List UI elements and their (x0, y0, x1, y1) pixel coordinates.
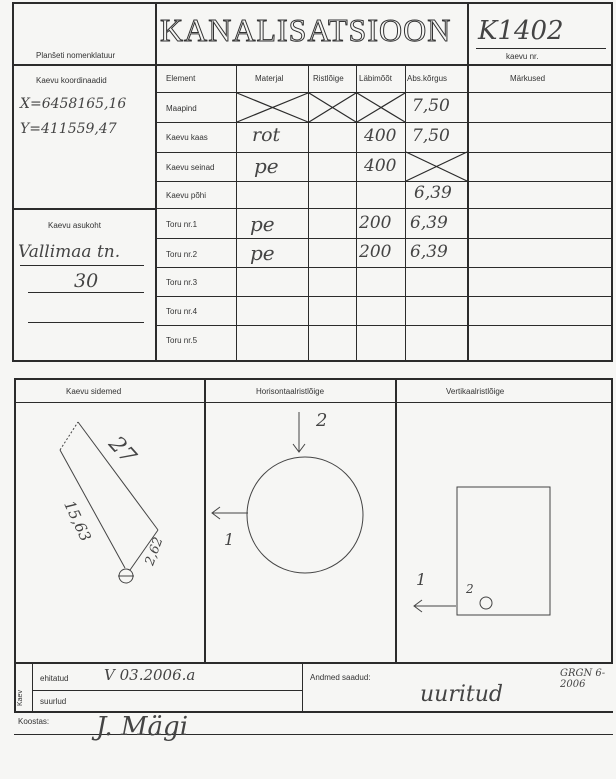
horizontal-section (212, 412, 363, 573)
col-header-diameter: Läbimõõt (359, 74, 392, 83)
form-title: KANALISATSIOON (160, 12, 452, 48)
row-element: Toru nr.2 (166, 250, 198, 259)
row-diameter: 200 (359, 242, 392, 262)
v-pipe-1-label: 1 (416, 570, 427, 589)
house-number: 30 (74, 270, 99, 292)
row-material: pe (250, 241, 275, 265)
row-abs: 7,50 (412, 126, 450, 146)
compiler-signature: J. Mägi (96, 712, 189, 742)
row-element: Toru nr.5 (166, 336, 198, 345)
col-header-cross: Ristlõige (313, 74, 344, 83)
vertical-section (414, 487, 550, 615)
col-header-material: Materjal (255, 74, 284, 83)
col-header-element: Element (166, 74, 196, 83)
v-pipe-2-label: 2 (466, 582, 474, 596)
row-abs: 6,39 (410, 213, 448, 233)
row-element: Kaevu põhi (166, 191, 207, 200)
data-source-note: GRGN 6-2006 (560, 668, 606, 690)
row-abs: 7,50 (412, 96, 450, 116)
street-name: Vallimaa tn. (18, 242, 121, 262)
plan-nomenclature-label: Planšeti nomenklatuur (36, 51, 116, 60)
distance-a: 27 (103, 431, 141, 470)
row-element: Toru nr.4 (166, 307, 198, 316)
col-header-abs: Abs.kõrgus (407, 74, 448, 83)
y-coordinate: Y=411559,47 (20, 121, 117, 137)
removed-label: suurlud (40, 697, 67, 706)
row-abs: 6,39 (414, 183, 452, 203)
row-material: pe (250, 212, 275, 236)
row-diameter: 400 (364, 156, 397, 176)
data-source-label: Andmed saadud: (310, 673, 371, 682)
pipe-2-label: 2 (316, 410, 328, 431)
distance-c: 2,62 (142, 535, 167, 568)
row-element: Kaevu seinad (166, 163, 215, 172)
well-side-label: Kaev (17, 690, 24, 706)
location-label: Kaevu asukoht (48, 221, 101, 230)
distance-b: 15,63 (60, 497, 95, 545)
row-diameter: 400 (364, 126, 397, 146)
x-coordinate: X=6458165,16 (20, 96, 127, 112)
compiler-label: Koostas: (18, 717, 50, 726)
sketch-panel-label-horizontal: Horisontaalristlõige (256, 387, 325, 396)
row-material: pe (254, 154, 279, 178)
row-element: Toru nr.3 (166, 278, 198, 287)
row-diameter: 200 (359, 213, 392, 233)
row-element: Maapind (166, 104, 197, 113)
row-material: rot (252, 124, 281, 146)
pipe-1-label: 1 (224, 530, 235, 549)
data-source-value: uuritud (420, 682, 503, 707)
sketch-panel-label-vertical: Vertikaalristlõige (446, 387, 505, 396)
col-header-notes: Märkused (510, 74, 546, 83)
row-abs: 6,39 (410, 242, 448, 262)
row-element: Kaevu kaas (166, 133, 208, 142)
installed-label: ehitatud (40, 674, 69, 683)
installed-value: V 03.2006.a (104, 666, 196, 684)
well-number-label: kaevu nr. (506, 52, 539, 61)
row-element: Toru nr.1 (166, 220, 198, 229)
well-number-value: K1402 (478, 16, 564, 46)
coords-label: Kaevu koordinaadid (36, 76, 107, 85)
sketch-panel-label-connections: Kaevu sidemed (66, 387, 122, 396)
